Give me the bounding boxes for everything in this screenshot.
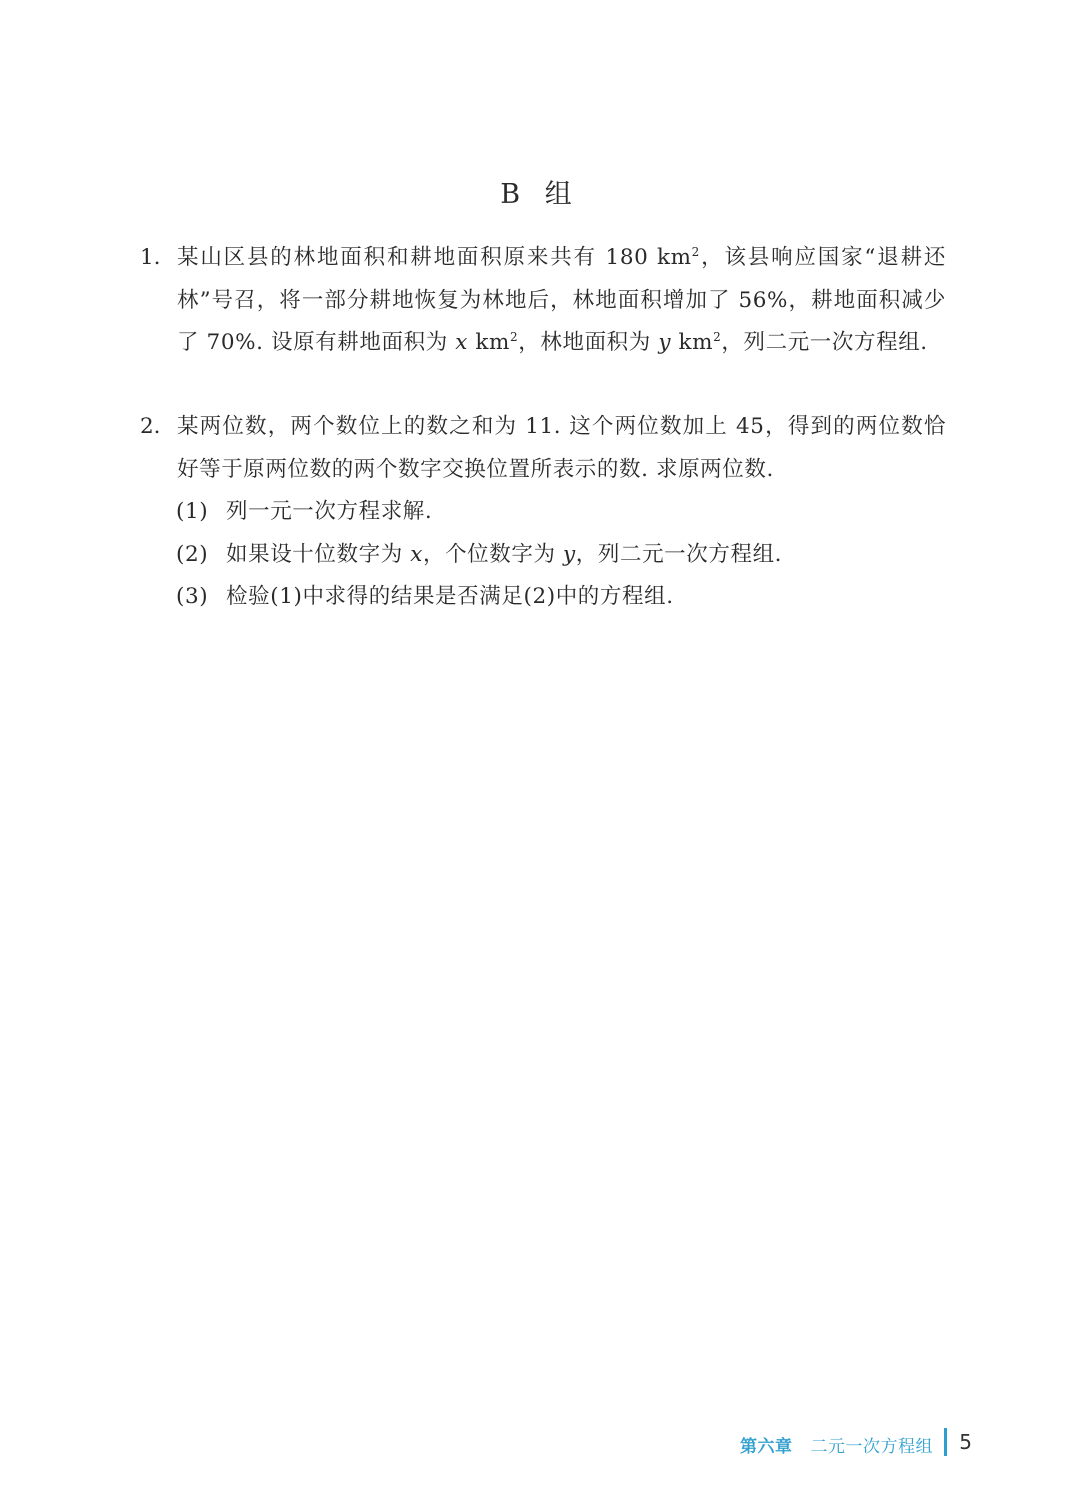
superscript-2: 2 [510, 329, 519, 344]
page-number: 5 [959, 1430, 972, 1454]
subitem-3-label: (3) [176, 584, 209, 609]
unit-km: km [671, 330, 714, 355]
subitem-3-text: 检验(1)中求得的结果是否满足(2)中的方程组. [226, 584, 674, 609]
superscript-2: 2 [691, 244, 700, 259]
subitem-2 [176, 534, 782, 577]
variable-y: y [563, 541, 576, 567]
section-title: B 组 [500, 179, 580, 210]
subitem-2-text-part-3: ，列二元一次方程组. [575, 541, 783, 567]
variable-x: x [410, 541, 423, 567]
subitem-2-label: (2) [176, 541, 209, 567]
problem-1-number: 1. [140, 245, 161, 270]
problem-1-text-part-1: 某山区县的林地面积和耕地面积原来共有 180 km [177, 245, 692, 270]
subitem-2-text-part-2: ，个位数字为 [422, 541, 564, 567]
page-footer [0, 1428, 1080, 1458]
unit-km: km [467, 330, 511, 355]
problem-2-number: 2. [140, 414, 161, 439]
subitem-1-label: (1) [176, 499, 209, 524]
footer-divider [944, 1428, 947, 1456]
problem-1-text-part-3: ，林地面积为 [518, 330, 659, 355]
superscript-2: 2 [713, 329, 722, 344]
problem-1-text [177, 237, 946, 365]
footer-chapter-number: 第六章 [740, 1437, 793, 1457]
problem-1 [140, 237, 946, 365]
footer-chapter-title: 二元一次方程组 [810, 1437, 933, 1457]
problem-1-text-part-2: ，该县响应国家“退耕还林”号召，将一部分耕地恢复为林地后，林地面积增加了 56%，耕地面积减少了 70%. 设原有耕地面积为 [177, 245, 947, 355]
subitem-1 [176, 491, 782, 534]
problem-2-subitems [176, 491, 782, 619]
subitem-2-text-part-1: 如果设十位数字为 [226, 541, 411, 567]
subitem-3 [176, 576, 782, 619]
problem-1-text-part-4: ，列二元一次方程组. [721, 330, 928, 355]
problem-2-text: 某两位数，两个数位上的数之和为 11. 这个两位数加上 45，得到的两位数恰好等于原两位数的两个数字交换位置所表示的数. 求原两位数. [177, 414, 946, 482]
problem-2 [140, 406, 946, 491]
subitem-1-text: 列一元一次方程求解. [226, 499, 433, 524]
variable-y: y [658, 330, 672, 355]
variable-x: x [455, 330, 468, 355]
footer-chapter [740, 1432, 933, 1457]
